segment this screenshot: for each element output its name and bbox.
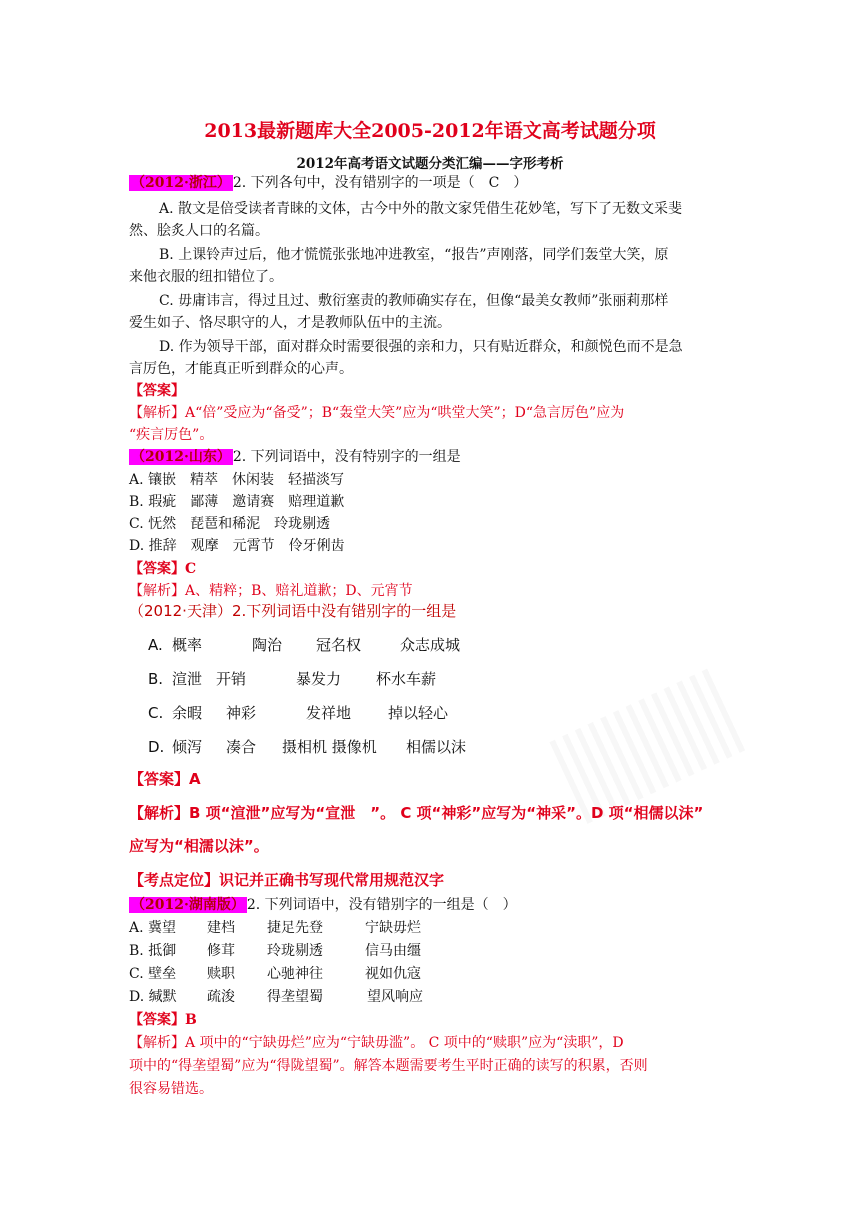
tianjin-a-word1: 概率 (172, 636, 203, 654)
zhejiang-option-d-line1: D. 作为领导干部，面对群众时需要很强的亲和力，只有贴近群众，和颜悦色而不是急 (159, 339, 683, 355)
tianjin-c-word4: 掉以轻心 (388, 704, 449, 722)
hunan-c-3: 心驰神往 (267, 966, 323, 982)
hunan-b-3: 玲珑剔透 (267, 943, 323, 959)
shandong-answer: 【答案】C (129, 561, 197, 577)
shandong-question-stem (129, 447, 461, 467)
zhejiang-option-a-line1: A. 散文是倍受读者青睐的文体，古今中外的散文家凭借生花妙笔，写下了无数文采斐 (159, 201, 683, 217)
tianjin-b-word3: 暴发力 (296, 670, 342, 688)
tianjin-answer: 【答案】A (129, 770, 201, 788)
hunan-analysis-line2: 项中的“得垄望蜀”应为“得陇望蜀”。解答本题需要考生平时正确的读写的积累，否则 (129, 1058, 648, 1074)
tianjin-option-a (148, 635, 460, 655)
hunan-stem: 2. 下列词语中，没有错别字的一组是（ ） (246, 897, 517, 913)
hunan-option-b (129, 941, 421, 961)
hunan-option-a (129, 918, 421, 938)
zhejiang-option-a-line2: 然、脍炙人口的名篇。 (129, 223, 269, 239)
hunan-d-3: 得垄望蜀 (267, 989, 323, 1005)
hunan-tag: （2012·湖南版） (131, 897, 245, 913)
hunan-d-2: 疏浚 (207, 989, 235, 1005)
tianjin-d-word3: 摄相机 摄像机 (282, 738, 377, 756)
tianjin-option-d-label: D. (148, 738, 165, 756)
tianjin-analysis-line1: 【解析】B 项“渲泄”应写为“宣泄 ”。 C 项“神彩”应写为“神采”。D 项“相儒以沫” (129, 804, 704, 822)
hunan-a-3: 捷足先登 (267, 920, 323, 936)
tianjin-a-word3: 冠名权 (316, 636, 362, 654)
hunan-option-c (129, 964, 421, 984)
shandong-option-d: D. 推辞 观摩 元霄节 伶牙俐齿 (129, 538, 345, 554)
tianjin-question-stem: （2012·天津）2.下列词语中没有错别字的一组是 (129, 602, 457, 620)
shandong-tag: （2012·山东） (131, 449, 231, 465)
zhejiang-question-stem (129, 173, 527, 193)
zhejiang-analysis-line1: 【解析】A“倍”受应为“备受”；B“轰堂大笑”应为“哄堂大笑”；D“急言厉色”应为 (129, 405, 625, 421)
shandong-option-a: A. 镶嵌 精萃 休闲装 轻描淡写 (129, 472, 345, 488)
tianjin-d-word2: 凑合 (226, 738, 257, 756)
hunan-d-1: D. 缄默 (129, 989, 177, 1005)
tianjin-b-word4: 杯水车薪 (376, 670, 437, 688)
shandong-option-b: B. 瑕疵 鄙薄 邀请赛 赔理道歉 (129, 494, 345, 510)
zhejiang-option-c-line2: 爱生如子、恪尽职守的人，才是教师队伍中的主流。 (129, 315, 451, 331)
page-title: 2013最新题库大全2005-2012年语文高考试题分项 (204, 120, 656, 142)
tianjin-b-word1: 渲泄 (172, 670, 203, 688)
tianjin-a-word2: 陶治 (252, 636, 283, 654)
zhejiang-option-c-line1: C. 毋庸讳言，得过且过、敷衍塞责的教师确实存在，但像“最美女教师”张丽莉那样 (159, 293, 669, 309)
hunan-c-4: 视如仇寇 (365, 966, 421, 982)
hunan-b-4: 信马由缰 (365, 943, 421, 959)
tianjin-c-word1: 余暇 (172, 704, 203, 722)
hunan-b-2: 修茸 (207, 943, 235, 959)
tianjin-option-b-label: B. (148, 670, 164, 688)
hunan-b-1: B. 抵御 (129, 943, 177, 959)
shandong-option-c: C. 怃然 琵琶和稀泥 玲珑剔透 (129, 516, 331, 532)
hunan-answer: 【答案】B (129, 1012, 197, 1028)
shandong-analysis: 【解析】A、精粹；B、赔礼道歉；D、元宵节 (129, 583, 413, 599)
hunan-analysis-line3: 很容易错选。 (129, 1081, 213, 1097)
tianjin-d-word1: 倾泻 (172, 738, 203, 756)
zhejiang-stem: 2. 下列各句中，没有错别字的一项是（ C ） (232, 175, 528, 191)
hunan-a-1: A. 冀望 (129, 920, 177, 936)
zhejiang-option-b-line2: 来他衣服的纽扣错位了。 (129, 269, 283, 285)
shandong-stem: 2. 下列词语中，没有特别字的一组是 (232, 449, 461, 465)
tianjin-c-word2: 神彩 (226, 704, 257, 722)
tianjin-key-point: 【考点定位】识记并正确书写现代常用规范汉字 (129, 871, 445, 889)
hunan-question-stem (129, 895, 517, 915)
tianjin-option-b (148, 669, 436, 689)
tianjin-a-word4: 众志成城 (400, 636, 461, 654)
tianjin-d-word4: 相儒以沫 (406, 738, 467, 756)
hunan-d-4: 望风响应 (367, 989, 423, 1005)
hunan-analysis-line1: 【解析】A 项中的“宁缺毋烂”应为“宁缺毋滥”。 C 项中的“赎职”应为“渎职”，D (129, 1035, 624, 1051)
tianjin-c-word3: 发祥地 (306, 704, 352, 722)
zhejiang-analysis-line2: “疾言厉色”。 (129, 427, 214, 443)
hunan-a-4: 宁缺毋烂 (365, 920, 421, 936)
tianjin-analysis-line2: 应写为“相濡以沫”。 (129, 837, 269, 855)
hunan-c-2: 赎职 (207, 966, 235, 982)
scan-watermark (549, 666, 750, 824)
zhejiang-option-b-line1: B. 上课铃声过后，他才慌慌张张地冲进教室，“报告”声刚落，同学们轰堂大笑，原 (159, 247, 669, 263)
tianjin-option-c-label: C. (148, 704, 164, 722)
hunan-c-1: C. 壁垒 (129, 966, 177, 982)
zhejiang-tag: （2012·浙江） (131, 175, 231, 191)
zhejiang-option-d-line2: 言厉色，才能真正听到群众的心声。 (129, 361, 353, 377)
zhejiang-answer: 【答案】 (129, 383, 185, 399)
page-subtitle: 2012年高考语文试题分类汇编——字形考析 (296, 156, 564, 172)
tianjin-option-c (148, 703, 448, 723)
hunan-option-d (129, 987, 423, 1007)
tianjin-option-a-label: A. (148, 636, 163, 654)
tianjin-b-word2: 开销 (216, 670, 247, 688)
hunan-a-2: 建档 (207, 920, 235, 936)
tianjin-option-d (148, 737, 466, 757)
